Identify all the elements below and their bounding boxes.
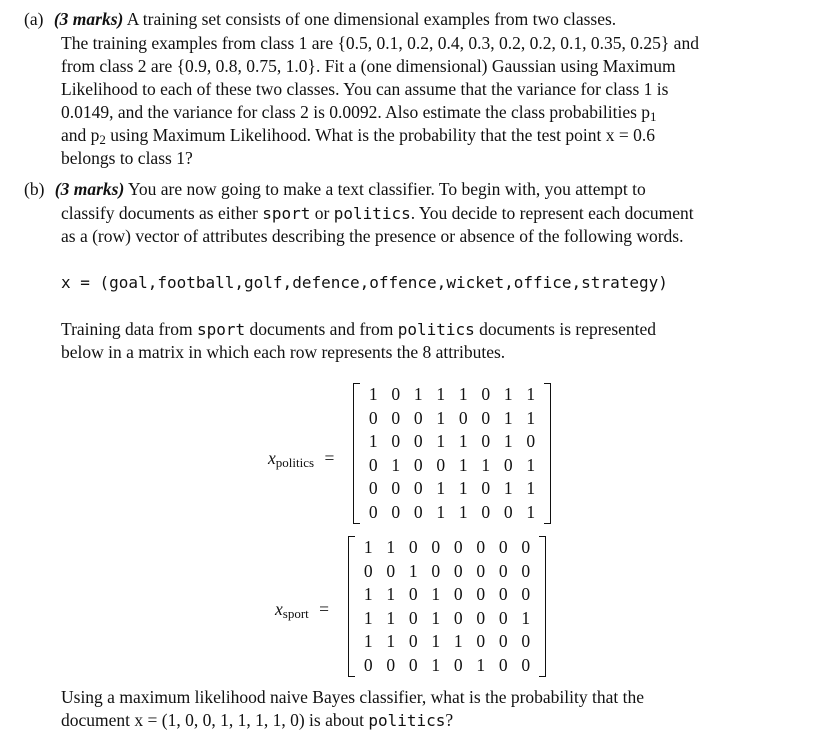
train-sport-word: sport: [196, 320, 246, 339]
question-text-b: ?: [445, 710, 454, 730]
sport-matrix-cell: 0: [408, 654, 418, 675]
politics-matrix-cell: 0: [481, 384, 491, 405]
training-line-1: [61, 318, 656, 341]
sport-matrix-row: [357, 583, 537, 607]
part-a-line-3: from class 2 are {0.9, 0.8, 0.75, 1.0}. Fit a (one dimensional) Gaussian using Maximum: [61, 56, 676, 76]
sport-matrix-cell: 1: [431, 584, 441, 605]
sport-matrix-cell: 0: [476, 537, 486, 558]
politics-matrix-cell: 1: [413, 384, 423, 405]
sport-matrix-cell: 1: [386, 584, 396, 605]
sport-matrix-row: [357, 607, 537, 631]
politics-matrix-cell: 0: [526, 431, 536, 452]
sport-matrix-cell: 1: [386, 537, 396, 558]
training-line-2: below in a matrix in which each row represents the 8 attributes.: [61, 342, 506, 362]
question-text-a: document x = (1, 0, 0, 1, 1, 1, 1, 0) is about: [61, 710, 369, 730]
sport-matrix-label: [275, 599, 329, 622]
sport-matrix-cell: 0: [521, 560, 531, 581]
sport-matrix-row: [357, 536, 537, 560]
sport-matrix-cell: 0: [476, 607, 486, 628]
politics-sub: politics: [275, 455, 315, 470]
sport-matrix-cell: 0: [498, 584, 508, 605]
sport-matrix-cell: 0: [453, 537, 463, 558]
part-a-marks: (3 marks): [53, 9, 124, 29]
train-politics-word: politics: [397, 320, 475, 339]
sport-matrix-cell: 0: [453, 607, 463, 628]
part-b-line-1: [24, 178, 646, 200]
politics-matrix-cell: 0: [436, 454, 446, 475]
politics-matrix-cell: 1: [458, 501, 468, 522]
sport-matrix-cell: 0: [453, 584, 463, 605]
politics-matrix-cell: 0: [391, 384, 401, 405]
train-text-a: Training data from: [61, 319, 197, 339]
politics-matrix-label: [268, 448, 334, 471]
sport-matrix-cell: 0: [498, 607, 508, 628]
part-a-line-2: The training examples from class 1 are {0.5, 0.1, 0.2, 0.4, 0.3, 0.2, 0.2, 0.1, 0.35, 0.25} and: [61, 33, 699, 53]
sport-x: x: [275, 599, 283, 619]
sport-matrix-cell: 1: [386, 607, 396, 628]
vector-definition: x = (goal,football,golf,defence,offence,wicket,office,strategy): [61, 273, 668, 292]
sport-matrix-cell: 1: [431, 654, 441, 675]
sport-matrix-cell: 1: [476, 654, 486, 675]
politics-matrix-row: [362, 383, 542, 407]
sport-matrix-cell: 0: [386, 560, 396, 581]
sport-matrix-cell: 1: [521, 607, 531, 628]
politics-matrix-cell: 1: [503, 431, 513, 452]
part-a-text-6b: using Maximum Likelihood. What is the probability that the test point x = 0.6: [105, 125, 655, 145]
politics-matrix-row: [362, 407, 542, 431]
question-line-1: Using a maximum likelihood naive Bayes classifier, what is the probability that the: [61, 687, 644, 707]
politics-matrix-cell: 1: [503, 478, 513, 499]
sport-matrix-cell: 0: [498, 560, 508, 581]
sport-matrix-cell: 0: [363, 560, 373, 581]
politics-matrix-cell: 1: [436, 384, 446, 405]
politics-matrix-cell: 1: [436, 431, 446, 452]
matrix-bracket: [539, 536, 546, 677]
part-a-text-5: 0.0149, and the variance for class 2 is 0.0092. Also estimate the class probabilities p: [61, 102, 651, 122]
politics-matrix-cell: 0: [481, 478, 491, 499]
sport-matrix-cell: 0: [408, 631, 418, 652]
politics-word: politics: [333, 204, 411, 223]
part-a-line-5: 0.0149, and the variance for class 2 is 0.0092. Also estimate the class probabilities $p_1$: [61, 102, 657, 124]
politics-matrix-cell: 1: [391, 454, 401, 475]
train-text-c: documents is represented: [474, 319, 657, 339]
sport-matrix-cell: 0: [408, 537, 418, 558]
sport-matrix-cell: 1: [408, 560, 418, 581]
part-b-line-3: as a (row) vector of attributes describing the presence or absence of the following words.: [61, 226, 684, 246]
politics-matrix-cell: 1: [368, 384, 378, 405]
politics-matrix-cell: 0: [413, 407, 423, 428]
politics-matrix-cell: 0: [503, 501, 513, 522]
politics-matrix-cell: 0: [481, 407, 491, 428]
sport-matrix-cell: 0: [521, 654, 531, 675]
part-a-text-6a: and p: [61, 125, 100, 145]
part-a-line-1: [24, 8, 616, 30]
politics-matrix-cell: 1: [458, 384, 468, 405]
part-b-line-2: [61, 202, 694, 225]
politics-matrix-cell: 0: [413, 501, 423, 522]
politics-matrix-cell: 0: [391, 431, 401, 452]
sport-matrix-cell: 0: [498, 631, 508, 652]
politics-matrix-cell: 0: [368, 478, 378, 499]
part-a-label: (a): [24, 9, 44, 29]
sport-matrix-row: [357, 560, 537, 584]
politics-matrix-cell: 1: [481, 454, 491, 475]
sport-matrix-row: [357, 654, 537, 678]
part-a-text-1: A training set consists of one dimensional examples from two classes.: [126, 9, 617, 29]
sport-matrix-cell: 1: [363, 584, 373, 605]
sport-matrix-cell: 0: [476, 560, 486, 581]
politics-matrix-cell: 1: [458, 431, 468, 452]
part-a-line-4: Likelihood to each of these two classes. You can assume that the variance for class 1 is: [61, 79, 669, 99]
politics-matrix-cell: 0: [481, 431, 491, 452]
politics-matrix-cell: 0: [413, 431, 423, 452]
politics-x: x: [268, 448, 276, 468]
matrix-bracket: [348, 536, 355, 677]
sport-matrix-cell: 0: [408, 607, 418, 628]
sport-matrix-cell: 0: [521, 631, 531, 652]
politics-matrix-row: [362, 430, 542, 454]
part-b-text-1: You are now going to make a text classifier. To begin with, you attempt to: [128, 179, 646, 199]
politics-matrix-cell: 0: [391, 501, 401, 522]
sport-matrix-cell: 0: [498, 654, 508, 675]
politics-matrix-cell: 0: [391, 407, 401, 428]
politics-matrix-cell: 1: [436, 501, 446, 522]
part-b-text-2c: . You decide to represent each document: [410, 203, 694, 223]
politics-matrix-cell: 0: [458, 407, 468, 428]
part-b-marks: (3 marks): [54, 179, 125, 199]
matrix-bracket: [353, 383, 360, 524]
sport-matrix-cell: 1: [431, 631, 441, 652]
sport-matrix-cell: 0: [431, 560, 441, 581]
part-b-label: (b): [24, 179, 45, 199]
part-a-line-6: and $p_2$ using Maximum Likelihood. What is the probability that the test point x = 0.6: [61, 125, 655, 147]
part-a-line-7: belongs to class 1?: [61, 148, 193, 168]
sport-matrix-cell: 1: [386, 631, 396, 652]
politics-matrix-cell: 1: [526, 478, 536, 499]
matrix-bracket: [544, 383, 551, 524]
politics-matrix-cell: 1: [436, 478, 446, 499]
sport-matrix-cell: 1: [363, 607, 373, 628]
sport-matrix-cell: 1: [363, 537, 373, 558]
sport-matrix-cell: 0: [521, 584, 531, 605]
politics-matrix-row: [362, 477, 542, 501]
politics-matrix-cell: 1: [526, 384, 536, 405]
sport-sub: sport: [282, 606, 309, 621]
politics-matrix-cell: 0: [413, 478, 423, 499]
sport-matrix-cell: 1: [363, 631, 373, 652]
sport-matrix-cell: 0: [521, 537, 531, 558]
politics-matrix-cell: 0: [413, 454, 423, 475]
politics-matrix-cell: 1: [503, 384, 513, 405]
politics-equals: =: [324, 448, 335, 468]
sport-matrix-cell: 0: [453, 560, 463, 581]
sport-word: sport: [262, 204, 311, 223]
sport-matrix-cell: 0: [498, 537, 508, 558]
politics-matrix-cell: 1: [526, 501, 536, 522]
sport-matrix-cell: 0: [431, 537, 441, 558]
sport-equals: =: [319, 599, 330, 619]
politics-matrix-cell: 1: [368, 431, 378, 452]
sport-matrix-cell: 0: [363, 654, 373, 675]
politics-matrix: [353, 383, 551, 524]
politics-matrix-cell: 0: [368, 454, 378, 475]
part-b-text-2b: or: [310, 203, 334, 223]
sport-matrix-cell: 0: [408, 584, 418, 605]
sport-matrix: [348, 536, 546, 677]
sport-matrix-cell: 1: [453, 631, 463, 652]
train-text-b: documents and from: [245, 319, 398, 339]
question-line-2: [61, 709, 453, 732]
sport-matrix-cell: 1: [431, 607, 441, 628]
politics-matrix-cell: 0: [481, 501, 491, 522]
politics-matrix-cell: 1: [526, 454, 536, 475]
sport-matrix-cell: 0: [386, 654, 396, 675]
politics-matrix-cell: 1: [503, 407, 513, 428]
politics-matrix-cell: 1: [458, 454, 468, 475]
politics-matrix-cell: 1: [458, 478, 468, 499]
sport-matrix-row: [357, 630, 537, 654]
sport-matrix-cell: 0: [453, 654, 463, 675]
politics-matrix-row: [362, 501, 542, 525]
politics-matrix-cell: 0: [391, 478, 401, 499]
politics-matrix-cell: 0: [368, 501, 378, 522]
politics-matrix-cell: 0: [503, 454, 513, 475]
part-b-text-2a: classify documents as either: [61, 203, 263, 223]
politics-matrix-cell: 0: [368, 407, 378, 428]
question-politics-word: politics: [368, 711, 446, 730]
sport-matrix-cell: 0: [476, 631, 486, 652]
sport-matrix-cell: 0: [476, 584, 486, 605]
politics-matrix-row: [362, 454, 542, 478]
politics-matrix-cell: 1: [436, 407, 446, 428]
politics-matrix-cell: 1: [526, 407, 536, 428]
